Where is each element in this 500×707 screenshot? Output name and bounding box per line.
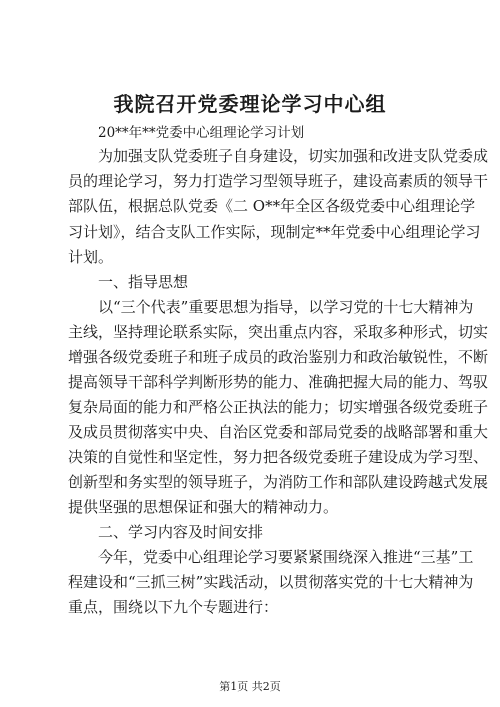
body-line: 主线，坚持理论联系实际，突出重点内容，采取多种形式，切实 bbox=[68, 323, 489, 341]
body-line: 为加强支队党委班子自身建设，切实加强和改进支队党委成 bbox=[98, 147, 489, 165]
body-line: 及成员贯彻落实中央、自治区党委和部局党委的战略部署和重大 bbox=[68, 423, 489, 441]
body-line: 计划。 bbox=[68, 248, 114, 266]
body-line: 今年，党委中心组理论学习要紧紧围绕深入推进“三基”工 bbox=[98, 548, 474, 566]
section-heading: 一、指导思想 bbox=[98, 273, 189, 291]
page-indicator: 第1页 共2页 bbox=[219, 680, 281, 693]
body-line: 提供坚强的思想保证和强大的精神动力。 bbox=[68, 498, 339, 516]
body-line: 提高领导干部科学判断形势的能力、准确把握大局的能力、驾驭 bbox=[68, 373, 489, 391]
body-line: 员的理论学习，努力打造学习型领导班子，建设高素质的领导干 bbox=[68, 172, 489, 190]
body-line: 部队伍，根据总队党委《二 O**年全区各级党委中心组理论学 bbox=[68, 197, 476, 215]
body-line: 重点，围绕以下九个专题进行： bbox=[68, 598, 279, 616]
body-line: 以“三个代表”重要思想为指导，以学习党的十七大精神为 bbox=[98, 298, 474, 316]
section-heading: 二、学习内容及时间安排 bbox=[98, 523, 264, 541]
document-subtitle: 20**年**党委中心组理论学习计划 bbox=[98, 125, 305, 141]
body-line: 增强各级党委班子和班子成员的政治鉴别力和政治敏锐性，不断 bbox=[68, 348, 489, 366]
body-line: 复杂局面的能力和严格公正执法的能力；切实增强各级党委班子 bbox=[68, 398, 489, 416]
document-title: 我院召开党委理论学习中心组 bbox=[113, 92, 387, 116]
body-line: 程建设和“三抓三树”实践活动，以贯彻落实党的十七大精神为 bbox=[68, 573, 474, 591]
body-line: 决策的自觉性和坚定性，努力把各级党委班子建设成为学习型、 bbox=[68, 448, 489, 466]
body-line: 创新型和务实型的领导班子，为消防工作和部队建设跨越式发展 bbox=[68, 473, 489, 491]
body-line: 习计划》，结合支队工作实际，现制定**年党委中心组理论学习 bbox=[68, 223, 481, 241]
